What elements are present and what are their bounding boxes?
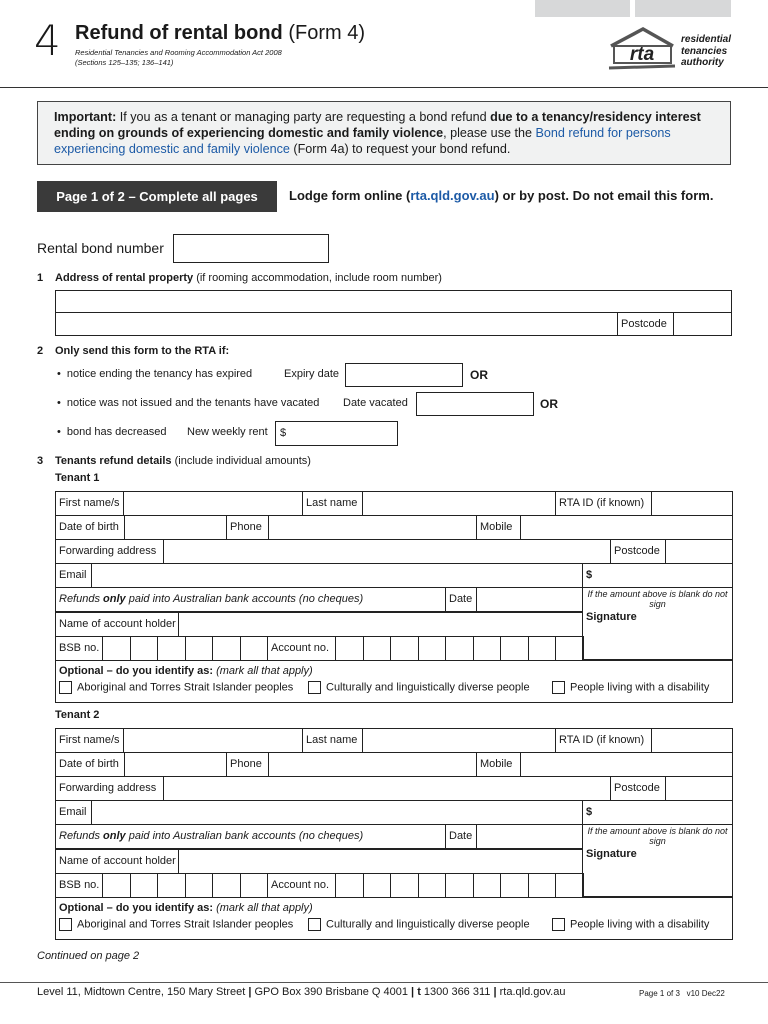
tenant-1-email-label: Email — [55, 563, 92, 588]
signature-label: Signature — [586, 848, 637, 860]
lodge-instructions — [289, 188, 713, 203]
lodge-pre: Lodge form online ( — [289, 188, 411, 203]
tenant-1-account-holder-input[interactable] — [178, 612, 583, 637]
tenant-1-bsb-digit-box[interactable] — [212, 636, 241, 661]
tenant-1-dob-label: Date of birth — [55, 515, 125, 540]
tenant-2-bsb-digit-box[interactable] — [212, 873, 241, 898]
page-title — [75, 22, 365, 44]
q1-label-main: Address of rental property — [55, 272, 194, 284]
tenant-1-rta-id-input[interactable] — [651, 491, 733, 516]
identity-checkbox[interactable] — [59, 681, 72, 694]
q1-number: 1 — [37, 272, 44, 284]
tenant-2-forwarding-address-label: Forwarding address — [55, 776, 164, 801]
refunds-note-only: only — [103, 830, 126, 842]
tenant-1-phone-label: Phone — [226, 515, 269, 540]
tenant-2-account-digit-box[interactable] — [473, 873, 502, 898]
tenant-1-first-name-input[interactable] — [123, 491, 303, 516]
footer-phone: 1300 366 311 — [423, 986, 491, 998]
tenant-1-account-digit-box[interactable] — [390, 636, 419, 661]
identity-checkbox[interactable] — [308, 681, 321, 694]
refunds-note-post: paid into Australian bank accounts (no cheques) — [125, 593, 364, 605]
tenant-1-date-label: Date — [445, 587, 477, 612]
logo-word-2: tenancies — [681, 45, 728, 57]
footer-phone-prefix: t — [417, 986, 421, 998]
tenant-2-bsb-digit-box[interactable] — [157, 873, 186, 898]
tenant-2-date-input[interactable] — [476, 824, 583, 849]
tenant-2-bsb-digit-box[interactable] — [102, 873, 131, 898]
tenant-2-account-holder-label: Name of account holder — [55, 849, 179, 874]
tenant-1-phone-input[interactable] — [268, 515, 477, 540]
footer-website[interactable]: rta.qld.gov.au — [499, 986, 566, 998]
new-weekly-rent-input[interactable] — [275, 421, 398, 446]
tenant-2-rta-id-label: RTA ID (if known) — [555, 728, 652, 753]
tenant-1-bsb-digit-box[interactable] — [130, 636, 159, 661]
footer-page-number: Page 1 of 3 — [639, 989, 680, 998]
logo-wordmark — [681, 34, 731, 69]
tenant-2-identity-option — [59, 918, 293, 931]
tenant-1-refund-amount-input[interactable]: $ — [582, 563, 733, 588]
tenant-2-signature-block[interactable] — [582, 824, 733, 897]
q2-or-1: OR — [470, 368, 488, 382]
tenant-2-heading: Tenant 2 — [55, 709, 100, 721]
expiry-date-input[interactable] — [345, 363, 463, 387]
tenant-1-bsb-digit-box[interactable] — [185, 636, 214, 661]
expiry-date-label: Expiry date — [284, 368, 340, 380]
header-tab-left — [535, 0, 630, 17]
tenant-2-account-digit-box[interactable] — [363, 873, 392, 898]
tenant-2-postcode-label: Postcode — [610, 776, 666, 801]
identity-option-label: Culturally and linguistically diverse people — [326, 918, 530, 931]
tenant-2-forwarding-address-input[interactable] — [163, 776, 611, 801]
tenant-2-account-digit-box[interactable] — [418, 873, 447, 898]
logo-word-3: authority — [681, 57, 724, 68]
q3-label-main: Tenants refund details — [55, 455, 172, 467]
optional-note: (mark all that apply) — [216, 665, 313, 677]
tenant-1-signature-block[interactable] — [582, 587, 733, 660]
q2-number: 2 — [37, 345, 44, 357]
tenant-1-last-name-label: Last name — [302, 491, 363, 516]
tenant-2-first-name-input[interactable] — [123, 728, 303, 753]
tenant-2-bsb-digit-box[interactable] — [240, 873, 269, 898]
tenant-2-email-label: Email — [55, 800, 92, 825]
tenant-2-account-digit-box[interactable] — [445, 873, 474, 898]
q2-condition-vacated: • notice was not issued and the tenants have vacated — [57, 397, 319, 409]
tenant-1-identity-option — [59, 681, 293, 694]
blank-amount-note: If the amount above is blank do not sign — [587, 826, 728, 846]
identity-checkbox[interactable] — [308, 918, 321, 931]
identity-checkbox[interactable] — [59, 918, 72, 931]
q2-or-2: OR — [540, 397, 558, 411]
refunds-note-pre: Refunds — [59, 830, 104, 842]
blank-amount-note: If the amount above is blank do not sign — [587, 589, 728, 609]
important-emphasis: due to a tenancy/residency interest ending on grounds of experiencing domestic and family violence — [54, 110, 701, 140]
tenant-1-mobile-input[interactable] — [520, 515, 733, 540]
tenant-2-dob-input[interactable] — [124, 752, 227, 777]
tenant-1-dob-input[interactable] — [124, 515, 227, 540]
tenant-1-date-input[interactable] — [476, 587, 583, 612]
important-text-1: If you as a tenant or managing party are requesting a bond refund — [116, 110, 491, 124]
tenant-1-bsb-digit-box[interactable] — [102, 636, 131, 661]
tenant-2-bsb-label: BSB no. — [55, 873, 103, 898]
tenant-1-account-digit-box[interactable] — [363, 636, 392, 661]
footer-address: Level 11, Midtown Centre, 150 Mary Street — [37, 986, 246, 998]
header-divider — [0, 87, 768, 88]
tenant-1-account-digit-box[interactable] — [528, 636, 557, 661]
tenant-2-optional-identity — [55, 897, 733, 940]
tenant-1-forwarding-address-label: Forwarding address — [55, 539, 164, 564]
act-reference: Residential Tenancies and Rooming Accommodation Act 2008 — [75, 48, 282, 57]
new-weekly-rent-label: New weekly rent — [187, 426, 268, 438]
lodge-post: ) or by post. Do not email this form. — [494, 188, 714, 203]
address-line-2-input[interactable] — [55, 312, 618, 336]
identity-option-label: People living with a disability — [570, 681, 710, 694]
important-text-2: , please use the — [443, 126, 536, 140]
identity-checkbox[interactable] — [552, 681, 565, 694]
address-line-1-input[interactable] — [55, 290, 732, 313]
tenant-2-rta-id-input[interactable] — [651, 728, 733, 753]
logo-mark-text: rta — [629, 44, 655, 65]
tenant-2-phone-label: Phone — [226, 752, 269, 777]
q1-label-note: (if rooming accommodation, include room number) — [193, 272, 442, 284]
tenant-2-account-digit-box[interactable] — [528, 873, 557, 898]
tenant-1-rta-id-label: RTA ID (if known) — [555, 491, 652, 516]
tenant-2-postcode-input[interactable] — [665, 776, 733, 801]
title-form-ref: (Form 4) — [288, 22, 365, 44]
tenant-1-bsb-label: BSB no. — [55, 636, 103, 661]
tenant-2-dob-label: Date of birth — [55, 752, 125, 777]
tenant-2-email-input[interactable] — [91, 800, 583, 825]
identity-option-label: Culturally and linguistically diverse people — [326, 681, 530, 694]
tenant-2-account-digit-box[interactable] — [335, 873, 364, 898]
rental-bond-number-input[interactable] — [173, 234, 329, 263]
tenant-2-bsb-digit-box[interactable] — [130, 873, 159, 898]
tenant-1-first-name-label: First name/s — [55, 491, 124, 516]
footer-page-info — [639, 989, 725, 998]
tenant-1-account-digit-box[interactable] — [473, 636, 502, 661]
tenant-1-forwarding-address-input[interactable] — [163, 539, 611, 564]
tenant-1-account-digit-box[interactable] — [445, 636, 474, 661]
tenant-1-account-digit-box[interactable] — [335, 636, 364, 661]
tenant-1-bsb-digit-box[interactable] — [240, 636, 269, 661]
tenant-1-identity-option — [308, 681, 530, 694]
tenant-2-account-no-label: Account no. — [267, 873, 336, 898]
q3-label — [55, 455, 311, 467]
header-tab-right — [635, 0, 731, 17]
form-4a-link[interactable]: Bond refund for persons experiencing domestic and family violence — [54, 126, 671, 156]
tenant-2-last-name-input[interactable] — [362, 728, 556, 753]
optional-label: Optional – do you identify as: — [59, 902, 217, 914]
tenant-1-refunds-note — [55, 587, 446, 612]
tenant-1-mobile-label: Mobile — [476, 515, 521, 540]
q2-condition-bond-decreased: • bond has decreased — [57, 426, 167, 438]
page-indicator: Page 1 of 2 – Complete all pages — [37, 181, 277, 212]
tenant-1-account-digit-box[interactable] — [418, 636, 447, 661]
tenant-1-postcode-label: Postcode — [610, 539, 666, 564]
footer-divider — [0, 982, 768, 983]
identity-checkbox[interactable] — [552, 918, 565, 931]
tenant-2-date-label: Date — [445, 824, 477, 849]
date-vacated-input[interactable] — [416, 392, 534, 416]
footer-version: v10 Dec22 — [686, 989, 725, 998]
important-text-3: (Form 4a) to request your bond refund. — [289, 142, 511, 156]
q2-condition-expired: • notice ending the tenancy has expired — [57, 368, 252, 380]
q1-postcode-label: Postcode — [617, 312, 674, 336]
important-lead: Important: — [54, 110, 117, 124]
rta-website-link[interactable]: rta.qld.gov.au — [410, 188, 495, 203]
tenant-2-mobile-input[interactable] — [520, 752, 733, 777]
q1-label — [55, 272, 442, 284]
continued-note: Continued on page 2 — [37, 950, 140, 962]
tenant-1-optional-identity — [55, 660, 733, 703]
optional-note: (mark all that apply) — [216, 902, 313, 914]
identity-option-label: Aboriginal and Torres Strait Islander peoples — [77, 681, 294, 694]
tenant-1-identity-option — [552, 681, 709, 694]
refunds-note-only: only — [103, 593, 126, 605]
form-number: 4 — [34, 16, 61, 65]
tenant-2-account-digit-box[interactable] — [555, 873, 584, 898]
q3-number: 3 — [37, 455, 44, 467]
tenant-2-phone-input[interactable] — [268, 752, 477, 777]
tenant-2-identity-option — [552, 918, 709, 931]
tenant-1-email-input[interactable] — [91, 563, 583, 588]
title-main: Refund of rental bond — [75, 22, 283, 44]
signature-label: Signature — [586, 611, 637, 623]
q2-label: Only send this form to the RTA if: — [55, 345, 230, 357]
tenant-1-heading: Tenant 1 — [55, 472, 100, 484]
optional-label: Optional – do you identify as: — [59, 665, 217, 677]
tenant-2-last-name-label: Last name — [302, 728, 363, 753]
tenant-2-account-holder-input[interactable] — [178, 849, 583, 874]
date-vacated-label: Date vacated — [343, 397, 408, 409]
tenant-2-refunds-note — [55, 824, 446, 849]
footer-gpo: GPO Box 390 Brisbane Q 4001 — [254, 986, 408, 998]
tenant-2-account-digit-box[interactable] — [500, 873, 529, 898]
tenant-1-account-digit-box[interactable] — [555, 636, 584, 661]
identity-option-label: Aboriginal and Torres Strait Islander peoples — [77, 918, 294, 931]
important-notice — [37, 101, 731, 165]
logo-word-1: residential — [681, 34, 732, 45]
refunds-note-pre: Refunds — [59, 593, 104, 605]
tenant-2-mobile-label: Mobile — [476, 752, 521, 777]
tenant-1-bsb-digit-box[interactable] — [157, 636, 186, 661]
tenant-1-postcode-input[interactable] — [665, 539, 733, 564]
tenant-1-account-holder-label: Name of account holder — [55, 612, 179, 637]
tenant-2-bsb-digit-box[interactable] — [185, 873, 214, 898]
tenant-1-account-digit-box[interactable] — [500, 636, 529, 661]
rent-dollar-sign: $ — [280, 427, 287, 439]
tenant-2-identity-option — [308, 918, 530, 931]
tenant-1-account-no-label: Account no. — [267, 636, 336, 661]
tenant-2-refund-amount-input[interactable]: $ — [582, 800, 733, 825]
sections-reference: (Sections 125–135; 136–141) — [75, 58, 174, 67]
q3-label-note: (include individual amounts) — [171, 455, 311, 467]
rental-bond-number-label: Rental bond number — [37, 240, 164, 256]
q1-postcode-input[interactable] — [673, 312, 732, 336]
identity-option-label: People living with a disability — [570, 918, 710, 931]
footer-contact: Level 11, Midtown Centre, 150 Mary Street | GPO Box 390 Brisbane Q 4001 | t 1300 366 311 | rta.qld.gov.au — [37, 986, 566, 998]
refunds-note-post: paid into Australian bank accounts (no cheques) — [125, 830, 364, 842]
tenant-2-account-digit-box[interactable] — [390, 873, 419, 898]
tenant-1-last-name-input[interactable] — [362, 491, 556, 516]
tenant-2-first-name-label: First name/s — [55, 728, 124, 753]
